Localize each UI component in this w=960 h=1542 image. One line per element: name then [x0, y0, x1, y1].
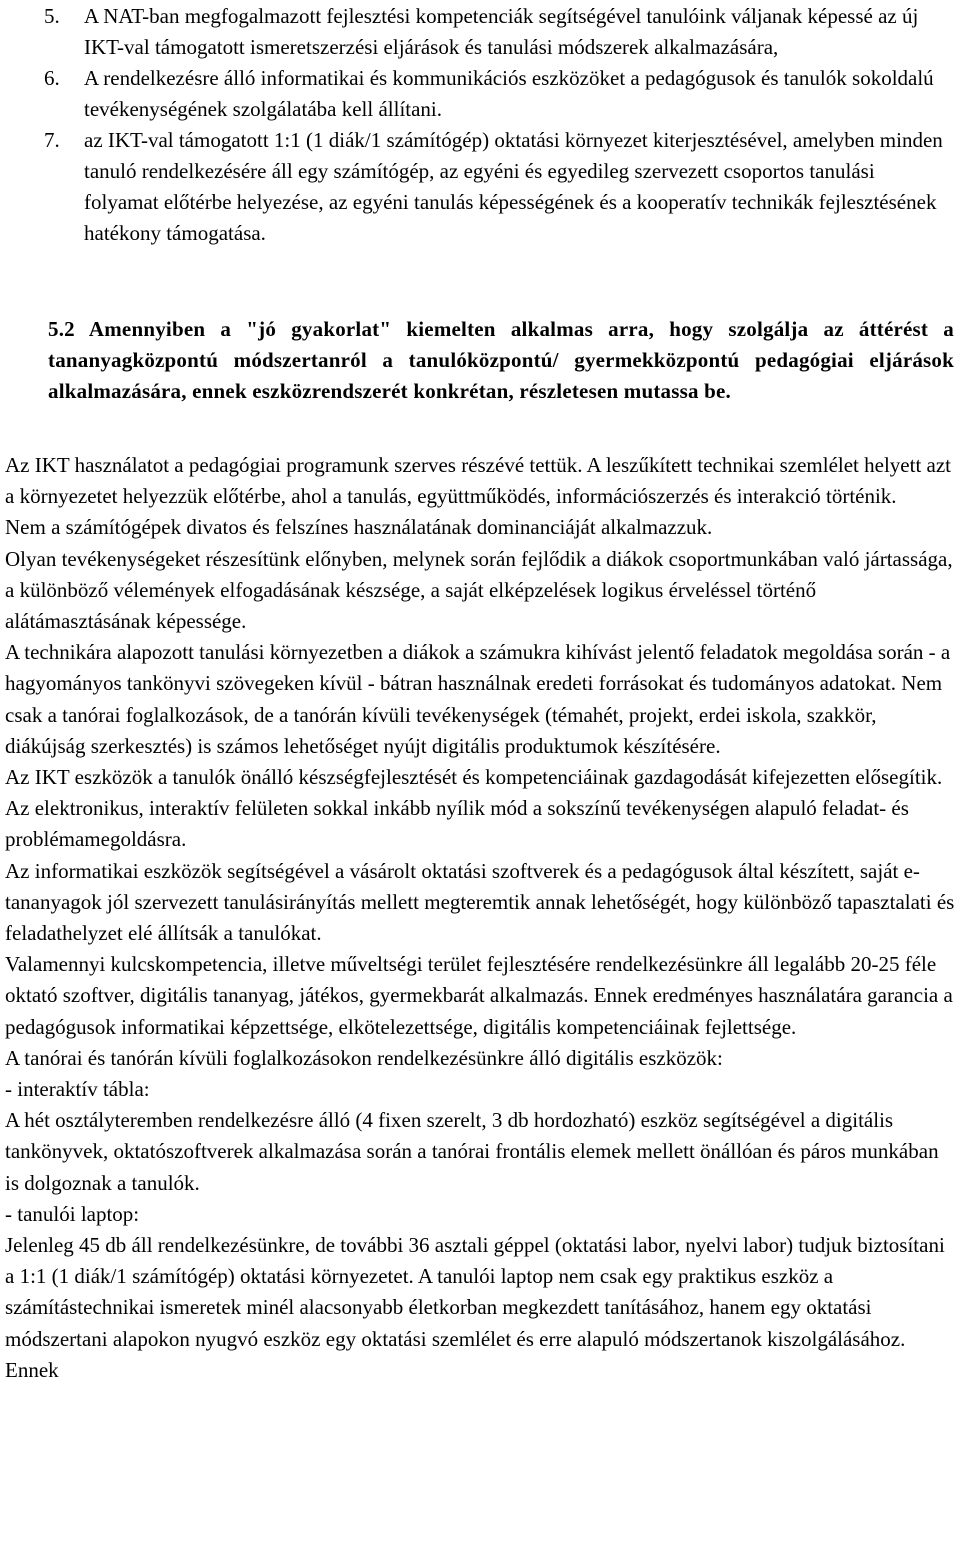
- paragraph: - tanulói laptop:: [5, 1201, 140, 1226]
- paragraph: A tanórai és tanórán kívüli foglalkozásokon rendelkezésünkre álló digitális eszközök:: [5, 1045, 723, 1070]
- paragraph: Az informatikai eszközök segítségével a vásárolt oktatási szoftverek és a pedagógusok által készített, saját e-tananyagok jól szervezett tanulásirányítás mellett megteremtik annak lehetőségét, hogy különböző tapasztalati és feladathelyzet elé állítsák a tanulókat.: [5, 858, 955, 946]
- paragraph: Az IKT eszközök a tanulók önálló készségfejlesztését és kompetenciáinak gazdagodását kifejezetten elősegítik. Az elektronikus, interaktív felületen sokkal inkább nyílik mód a sokszínű tevékenységen alapuló feladat- és problémamegoldásra.: [5, 765, 943, 852]
- paragraph: Jelenleg 45 db áll rendelkezésünkre, de további 36 asztali géppel (oktatási labor, nyelvi labor) tudjuk biztosítani a 1:1 (1 diák/1 számítógép) oktatási környezetet. A tanulói laptop nem csak egy praktikus eszköz a számítástechnikai ismeretek minél alacsonyabb életkorban megkezdett tanításához, hanem egy oktatási módszertani alapokon nyugvó eszköz egy oktatási szemlélet és erre alapuló módszertanok kiszolgálásához. Ennek: [5, 1233, 945, 1382]
- list-item-text: A NAT-ban megfogalmazott fejlesztési kompetenciák segítségével tanulóink váljanak képessé az új IKT-val támogatott ismeretszerzési eljárások és tanulási módszerek alkalmazására,: [84, 4, 919, 59]
- paragraph: Valamennyi kulcskompetencia, illetve műveltségi terület fejlesztésére rendelkezésünkre áll legalább 20-25 féle oktató szoftver, digitális tananyag, játékos, gyermekbarát alkalmazás. Ennek eredményes használatára garancia a pedagógusok informatikai képzettsége, elkötelezettsége, digitális kompetenciáinak fejlettsége.: [5, 952, 953, 1039]
- paragraph: Az IKT használatot a pedagógiai programunk szerves részévé tettük. A leszűkített technikai szemlélet helyett azt a környezetet helyezzük előtérbe, ahol a tanulás, együttműködés, információszerzés és interakció történik.: [5, 453, 952, 509]
- paragraph: - interaktív tábla:: [5, 1077, 150, 1102]
- body-text: [5, 450, 955, 1386]
- list-item: [0, 1, 960, 63]
- list-item-text: A rendelkezésre álló informatikai és kommunikációs eszközöket a pedagógusok és tanulók sokoldalú tevékenységének szolgálatába kell állítani.: [84, 66, 934, 121]
- paragraph: Olyan tevékenységeket részesítünk előnyben, melynek során fejlődik a diákok csoportmunkában való jártassága, a különböző vélemények elfogadásának készsége, a saját elképzelések logikus érveléssel történő alátámasztásának képessége.: [5, 546, 953, 634]
- list-item-number: 7.: [44, 128, 60, 152]
- numbered-list: [0, 0, 960, 249]
- list-item: [0, 63, 960, 125]
- list-item: [0, 125, 960, 249]
- list-item-number: 6.: [44, 66, 60, 90]
- paragraph: A hét osztályteremben rendelkezésre álló (4 fixen szerelt, 3 db hordozható) eszköz segítségével a digitális tankönyvek, oktatószoftverek alkalmazása során a tanórai frontális elemek mellett önállóan és páros munkában is dolgoznak a tanulók.: [5, 1108, 939, 1195]
- section-heading: 5.2 Amennyiben a "jó gyakorlat" kiemelten alkalmas arra, hogy szolgálja az áttérést a tananyagközpontú módszertanról a tanulóközpontú/ gyermekközpontú pedagógiai eljárások alkalmazására, ennek eszközrendszerét konkrétan, részletesen mutassa be.: [48, 317, 954, 403]
- list-item-number: 5.: [44, 4, 60, 28]
- paragraph: A technikára alapozott tanulási környezetben a diákok a számukra kihívást jelentő feladatok megoldása során - a hagyományos tankönyvi szövegeken kívül - bátran használnak eredeti forrásokat és tudományos adatokat. Nem csak a tanórai foglalkozások, de a tanórán kívüli tevékenységek (témahét, projekt, erdei iskola, szakkör, diákújság szerkesztés) is számos lehetőséget nyújt digitális produktumok készítésére.: [5, 640, 951, 758]
- paragraph: Nem a számítógépek divatos és felszínes használatának dominanciáját alkalmazzuk.: [5, 515, 713, 540]
- list-item-text: az IKT-val támogatott 1:1 (1 diák/1 számítógép) oktatási környezet kiterjesztésével, amelyben minden tanuló rendelkezésére áll egy számítógép, az egyéni és egyedileg szervezett csoportos tanulási folyamat előtérbe helyezése, az egyéni tanulás képességének és a kooperatív technikák fejlesztésének hatékony támogatása.: [84, 128, 943, 245]
